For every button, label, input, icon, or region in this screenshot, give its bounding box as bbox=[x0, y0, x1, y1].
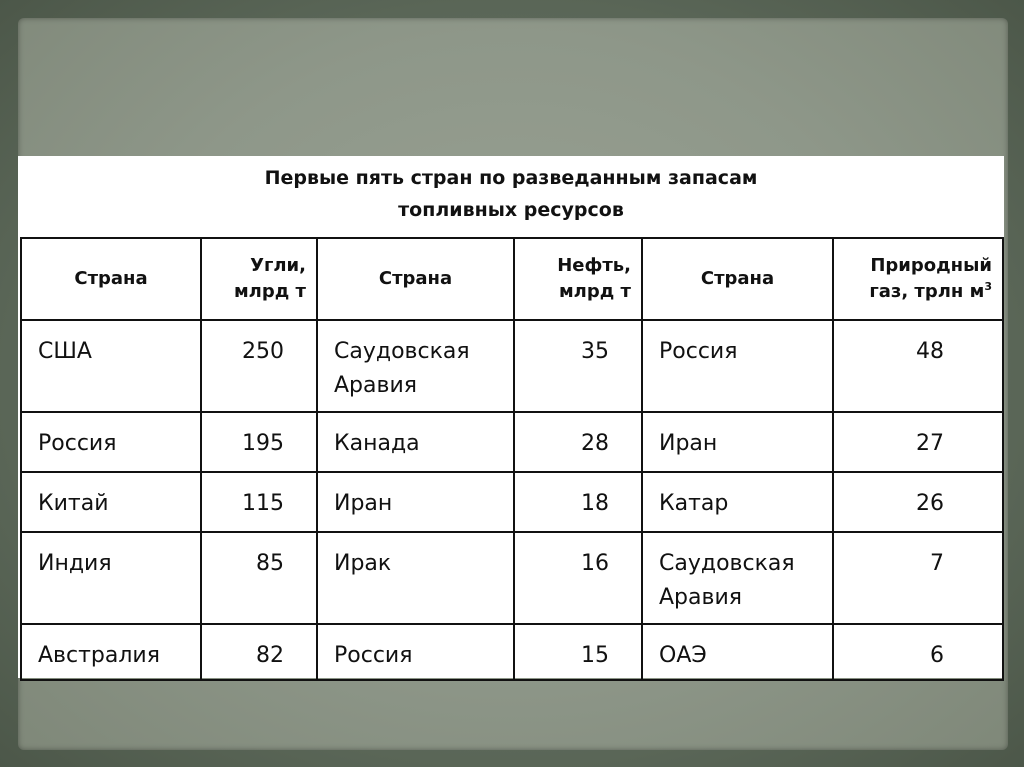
table-header-row bbox=[21, 238, 1003, 320]
table-sheet bbox=[18, 156, 1004, 678]
coal-country-cell: Австралия bbox=[21, 624, 201, 680]
header-oil: Нефть, млрд т bbox=[514, 238, 642, 320]
header-coal: Угли, млрд т bbox=[201, 238, 317, 320]
table-row bbox=[21, 412, 1003, 472]
oil-country-cell: Иран bbox=[317, 472, 514, 532]
table-title-line-2: топливных ресурсов bbox=[398, 199, 624, 221]
table-title bbox=[18, 162, 1004, 226]
coal-value-cell: 82 bbox=[201, 624, 317, 680]
oil-value-cell: 28 bbox=[514, 412, 642, 472]
gas-country-cell: Саудовская Аравия bbox=[642, 532, 833, 624]
gas-value-cell: 7 bbox=[833, 532, 1003, 624]
header-country-oil: Страна bbox=[317, 238, 514, 320]
gas-value-cell: 27 bbox=[833, 412, 1003, 472]
gas-value-cell: 6 bbox=[833, 624, 1003, 680]
coal-country-cell: Китай bbox=[21, 472, 201, 532]
fuel-reserves-table bbox=[20, 237, 1004, 681]
oil-country-cell: Ирак bbox=[317, 532, 514, 624]
gas-country-cell: Иран bbox=[642, 412, 833, 472]
table-row bbox=[21, 320, 1003, 412]
coal-country-cell: США bbox=[21, 320, 201, 412]
oil-country-cell: Канада bbox=[317, 412, 514, 472]
table-row bbox=[21, 624, 1003, 680]
header-country-gas: Страна bbox=[642, 238, 833, 320]
oil-value-cell: 35 bbox=[514, 320, 642, 412]
gas-country-cell: ОАЭ bbox=[642, 624, 833, 680]
gas-value-cell: 48 bbox=[833, 320, 1003, 412]
oil-country-cell: Россия bbox=[317, 624, 514, 680]
header-country-coal: Страна bbox=[21, 238, 201, 320]
coal-value-cell: 115 bbox=[201, 472, 317, 532]
header-gas-label: Природный газ, трлн м bbox=[869, 255, 992, 302]
gas-country-cell: Катар bbox=[642, 472, 833, 532]
gas-value-cell: 26 bbox=[833, 472, 1003, 532]
coal-value-cell: 250 bbox=[201, 320, 317, 412]
table-row bbox=[21, 532, 1003, 624]
oil-value-cell: 16 bbox=[514, 532, 642, 624]
table-title-line-1: Первые пять стран по разведанным запасам bbox=[264, 167, 758, 189]
oil-value-cell: 15 bbox=[514, 624, 642, 680]
gas-country-cell: Россия bbox=[642, 320, 833, 412]
oil-country-cell: Саудовская Аравия bbox=[317, 320, 514, 412]
coal-country-cell: Россия bbox=[21, 412, 201, 472]
coal-value-cell: 85 bbox=[201, 532, 317, 624]
oil-value-cell: 18 bbox=[514, 472, 642, 532]
coal-country-cell: Индия bbox=[21, 532, 201, 624]
table-row bbox=[21, 472, 1003, 532]
header-gas bbox=[833, 238, 1003, 320]
coal-value-cell: 195 bbox=[201, 412, 317, 472]
header-gas-superscript: 3 bbox=[984, 280, 992, 293]
